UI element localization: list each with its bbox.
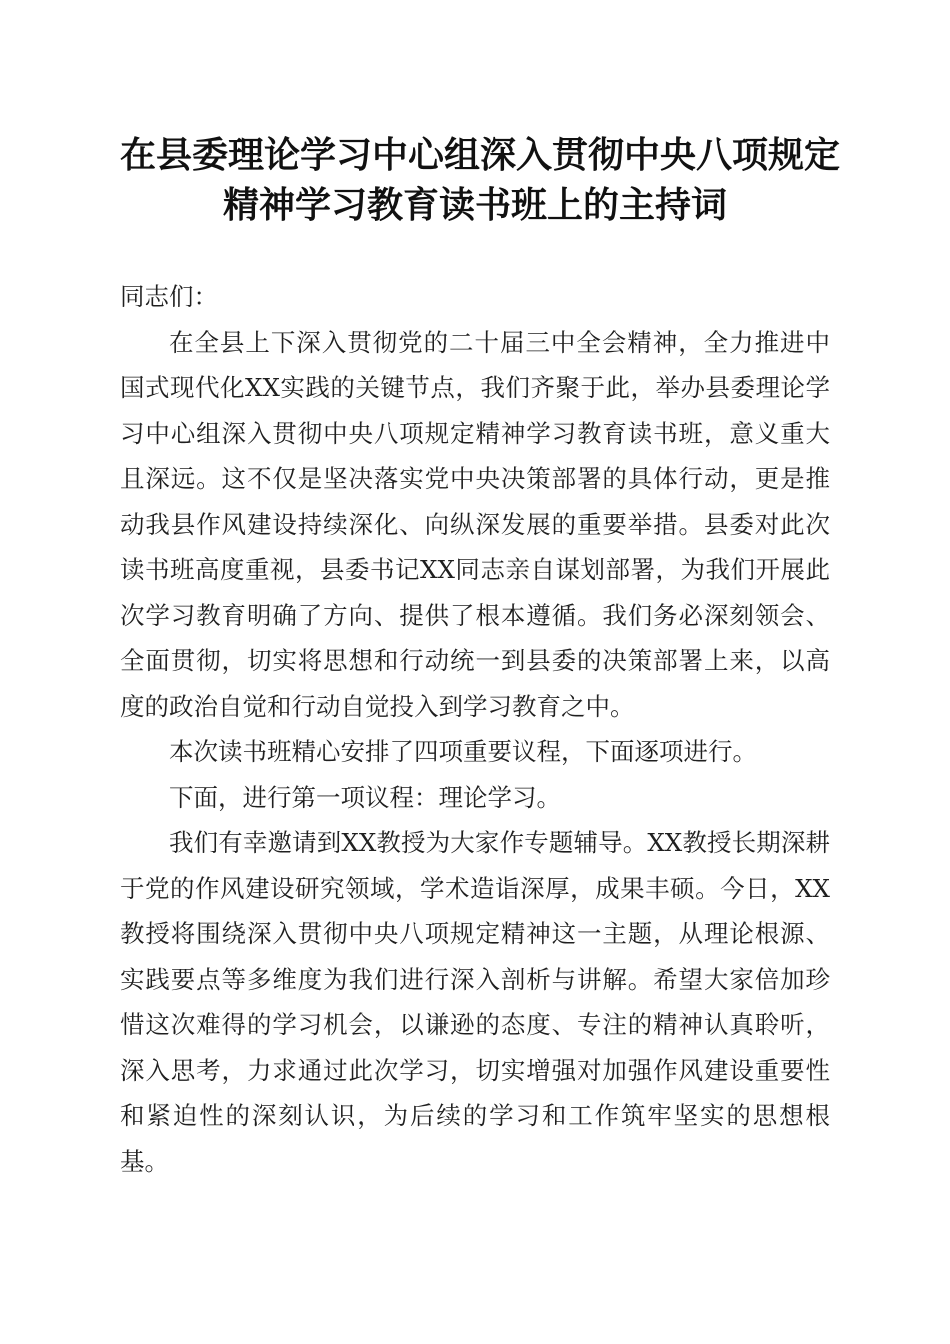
document-page [120, 130, 841, 1184]
paragraph-lecture-intro: 我们有幸邀请到XX教授为大家作专题辅导。XX教授长期深耕于党的作风建设研究领域，学术造诣深厚，成果丰硕。今日，XX教授将围绕深入贯彻中央八项规定精神这一主题，从理论根源、实践要点等多维度为我们进行深入剖析与讲解。希望大家倍加珍惜这次难得的学习机会，以谦逊的态度、专注的精神认真聆听，深入思考，力求通过此次学习，切实增强对加强作风建设重要性和紧迫性的深刻认识，为后续的学习和工作筑牢坚实的思想根基。 [120, 828, 830, 1176]
paragraph-opening: 在全县上下深入贯彻党的二十届三中全会精神，全力推进中国式现代化XX实践的关键节点，我们齐聚于此，举办县委理论学习中心组深入贯彻中央八项规定精神学习教育读书班，意义重大且深远。这不仅是坚决落实党中央决策部署的具体行动，更是推动我县作风建设持续深化、向纵深发展的重要举措。县委对此次读书班高度重视，县委书记XX同志亲自谋划部署，为我们开展此次学习教育明确了方向、提供了根本遵循。我们务必深刻领会、全面贯彻，切实将思想和行动统一到县委的决策部署上来，以高度的政治自觉和行动自觉投入到学习教育之中。 [120, 327, 830, 721]
document-title [120, 130, 841, 230]
title-line-1: 在县委理论学习中心组深入贯彻中央八项规定 [120, 134, 841, 176]
title-line-2: 精神学习教育读书班上的主持词 [222, 184, 727, 226]
document-body [120, 274, 830, 1184]
paragraph-agenda-intro: 本次读书班精心安排了四项重要议程，下面逐项进行。 [169, 737, 757, 766]
paragraph-agenda-item-1: 下面，进行第一项议程：理论学习。 [169, 782, 561, 812]
salutation: 同志们： [120, 282, 218, 311]
